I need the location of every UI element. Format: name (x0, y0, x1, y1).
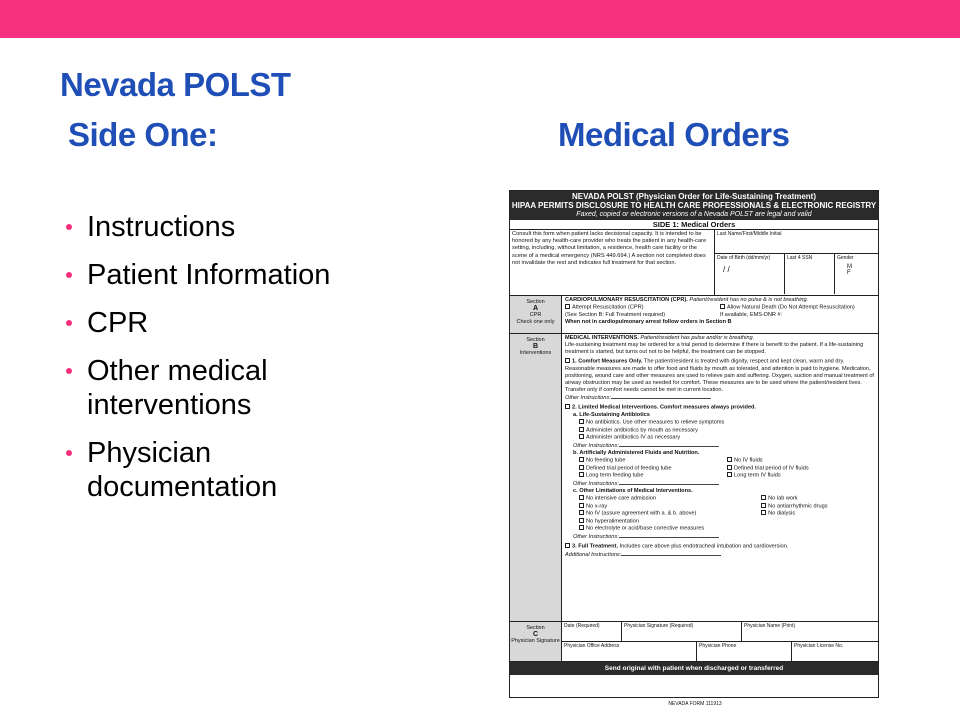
form-section-a-label: Section A CPR Check one only (510, 296, 562, 333)
form-header (510, 191, 878, 220)
checkbox-icon (727, 465, 732, 470)
form-gender-label: Gender (837, 255, 854, 261)
bullet-text: Other medical interventions (87, 355, 268, 421)
form-patient-row (510, 230, 878, 296)
checkbox-icon (579, 457, 584, 462)
slide-title-medical-orders: Medical Orders (558, 116, 790, 153)
bullet-dot (66, 224, 72, 230)
checkbox-icon (565, 404, 570, 409)
bullet-text: Physician documentation (87, 437, 278, 503)
form-send-banner: Send original with patient when discharged or transferred (510, 662, 878, 675)
checkbox-icon (565, 543, 570, 548)
form-section-b (510, 334, 878, 622)
form-office-label: Physician Office Address (562, 642, 697, 661)
checkbox-icon (579, 503, 584, 508)
form-ssn-label: Last 4 SSN (785, 254, 835, 294)
checkbox-icon (761, 510, 766, 515)
form-section-b-label: Section B Interventions (510, 334, 562, 621)
polst-form-image (509, 190, 879, 707)
bullet-list (66, 210, 406, 518)
checkbox-icon (579, 472, 584, 477)
checkbox-icon (720, 304, 725, 309)
form-header-line2: HIPAA PERMITS DISCLOSURE TO HEALTH CARE PROFESSIONALS & ELECTRONIC REGISTRY (511, 201, 877, 210)
form-license-label: Physician License No. (794, 643, 844, 649)
form-signature-label: Physician Signature (Required) (622, 622, 742, 641)
checkbox-icon (761, 503, 766, 508)
bullet-item (66, 306, 406, 340)
form-dob-value: / / (723, 265, 730, 274)
checkbox-icon (579, 419, 584, 424)
form-consult-text: Consult this form when patient lacks decisional capacity. It is intended to be honored by any health-care provider who treats the patient in any health-care setting, including, without limitation, a residence, health care facility or the scene of a medical emergency (NRS 449.694.) A section not completed does not invalidate the rest and indicates full treatment for that section. (510, 230, 715, 295)
bullet-text: CPR (87, 307, 149, 339)
checkbox-icon (579, 434, 584, 439)
bullet-text: Instructions (87, 211, 236, 243)
bullet-dot (66, 272, 72, 278)
form-section-c (510, 622, 878, 662)
form-header-line3: Faxed, copied or electronic versions of a Nevada POLST are legal and valid (576, 211, 812, 218)
checkbox-icon (579, 427, 584, 432)
checkbox-icon (761, 495, 766, 500)
form-section-c-label: Section C Physician Signature (510, 622, 562, 661)
form-section-b-body: MEDICAL INTERVENTIONS. Patient/resident has pulse and/or is breathing. Life-sustaining treatment may be ordered for a trial period to determine if there is benefit to the patient. If a life-sustaining treatment is started, but turns out not to be helpful, the treatment can be stopped. 1. Comfort Measures Only. The patient/resident is treated with dignity, respect and kept clean, warm and dry. Reasonable measures are made to offer food and fluids by mouth as tolerated, and attention is paid to hygiene. Medication, positioning, wound care and other measures are used to relieve pain and suffering. Oxygen, suction and manual treatment of airway obstruction may be used as needed for comfort. These measures are to be used where the patient/resident lives. Transfer only if comfort needs cannot be met in current location. Other Instructions: 2. Limited Medical Interventions. Comfort measures always provided. a. Life-Sustaining Antibiotics No antibiotics. Use other measures to relieve symptoms Administer antibiotics by mouth as necessary Administer antibiotics IV as necessary Other Instructions: b. Artificially Administered Fluids and Nutrition. No feeding tube Defined trial period of feeding tube Long term feeding tube No IV fluids Defined trial period of IV fluids Long term IV fluids Other Instructions: c. Other Limitations of Medical Interventions. No intensive care admission No x-ray No IV (assure agreement with a. & b. above) No hyperalimentation No electrolyte or acid/base corrective measures No lab work No antiarrhythmic drugs No dialysis Other Instructions: 3. Full Treatment. Includes care above plus endotracheal intubation and cardioversion. Additional Instructions: (565, 335, 874, 558)
checkbox-icon (579, 518, 584, 523)
form-side-title: SIDE 1: Medical Orders (510, 220, 878, 230)
form-gender-m: M (847, 264, 852, 270)
checkbox-icon (727, 457, 732, 462)
form-section-a (510, 296, 878, 334)
form-date-label: Date (Required) (562, 622, 622, 641)
bullet-item (66, 436, 406, 504)
form-gender-f: F (847, 270, 851, 276)
checkbox-icon (727, 472, 732, 477)
slide-title-line1: Nevada POLST (60, 66, 291, 103)
form-name-label: Last Name/First/Middle Initial (717, 231, 782, 237)
accent-top-bar (0, 0, 960, 38)
bullet-dot (66, 368, 72, 374)
checkbox-icon (579, 510, 584, 515)
form-dob-label: Date of Birth (dd/mm/yr) (717, 255, 771, 261)
bullet-item (66, 210, 406, 244)
form-footer: NEVADA FORM 111913 (668, 701, 722, 707)
bullet-dot (66, 320, 72, 326)
form-physician-name-label: Physician Name (Print) (744, 623, 796, 629)
checkbox-icon (565, 304, 570, 309)
bullet-text: Patient Information (87, 259, 331, 291)
form-phone-label: Physician Phone (697, 642, 792, 661)
checkbox-icon (579, 495, 584, 500)
form-header-line1: NEVADA POLST (Physician Order for Life-Sustaining Treatment) (571, 192, 817, 201)
bullet-dot (66, 450, 72, 456)
form-patient-info (715, 230, 878, 295)
bullet-item (66, 354, 406, 422)
slide-title-side-one: Side One: (68, 116, 218, 153)
checkbox-icon (579, 525, 584, 530)
checkbox-icon (579, 465, 584, 470)
bullet-item (66, 258, 406, 292)
checkbox-icon (565, 358, 570, 363)
form-section-a-body: CARDIOPULMONARY RESUSCITATION (CPR). Patient/resident has no pulse & is not breathing. Attempt Resuscitation (CPR) (See Section B: Full Treatment required) Allow Natural Death (Do Not Attempt Resuscitation) If available, EMS-DNR #: When not in cardiopulmonary arrest follow orders in Section B (565, 297, 855, 325)
